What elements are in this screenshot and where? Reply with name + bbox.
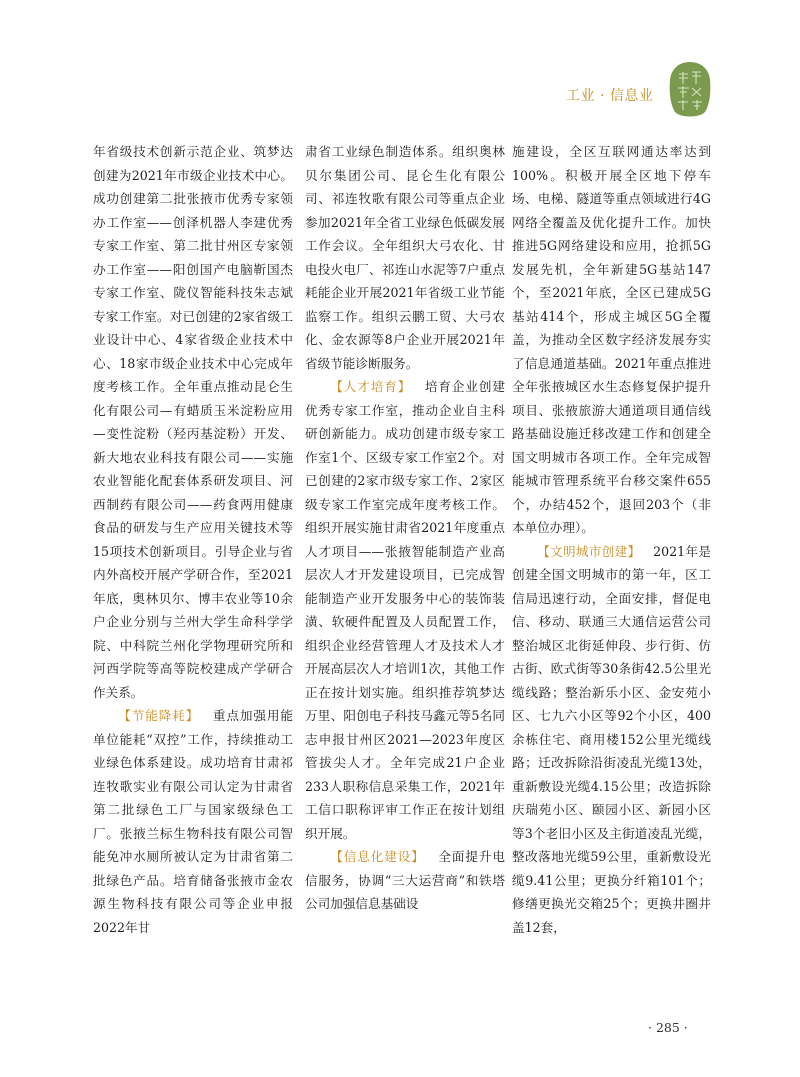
- section-heading: 【人才培育】: [330, 379, 412, 394]
- paragraph: [305, 375, 505, 845]
- section-heading: 【信息化建设】: [330, 849, 425, 864]
- paragraph: 肃省工业绿色制造体系。组织奥林贝尔集团公司、昆仑生化有限公司、祁连牧歌有限公司等重点企业参加2021年全省工业绿色低碳发展工作会议。全年组织大弓农化、甘电投火电厂、祁连山水泥等7户重点耗能企业开展2021年省级工业节能监察工作。组织云鹏工贸、大弓农化、金农源等8户企业开展2021年省级节能诊断服务。: [305, 144, 505, 371]
- seal-stamp-icon: [668, 60, 712, 120]
- section-text: 重点加强用能单位能耗“双控”工作，持续推动工业绿色体系建设。成功培育甘肃祁连牧歌实业有限公司认定为甘肃省第二批绿色工厂与国家级绿色工厂。张掖兰标生物科技有限公司智能免冲水厕所被认定为甘肃省第二批绿色产品。培育储备张掖市金农源生物科技有限公司等企业申报2022年甘: [93, 708, 294, 935]
- section-heading: 【文明城市创建】: [537, 543, 641, 559]
- section-text: 全面提升电信服务，协调“三大运营商”和铁塔公司加强信息基础设: [305, 849, 506, 911]
- text-column-1: [93, 140, 293, 939]
- section-header-label: 工业 · 信息业: [566, 88, 654, 104]
- section-heading: 【节能降耗】: [118, 708, 200, 723]
- paragraph: [512, 540, 711, 940]
- section-text: 培育企业创建优秀专家工作室，推动企业自主科研创新能力。成功创建市级专家工作室1个、区级专家工作室2个。对已创建的2家市级专家工作、2家区级专家工作室完成年度考核工作。组织开展实施甘肃省2021年度重点人才项目——张掖智能制造产业高层次人才开发建设项目，已完成智能制造产业开发服务中心的装饰装潢、软硬件配置及人员配置工作，组织企业经营管理人才及技术人才开展高层次人才培训1次，其他工作正在按计划实施。组织推荐筑梦达万里、阳创电子科技马鑫元等5名同志申报甘州区2021—2023年度区管拔尖人才。全年完成21户企业233人职称信息采集工作，2021年工信口职称评审工作正在按计划组织开展。: [305, 379, 506, 841]
- page-number: · 285 ·: [648, 1020, 688, 1035]
- paragraph: 年省级技术创新示范企业、筑梦达创建为2021年市级企业技术中心。成功创建第二批张掖市优秀专家领办工作室——创泽机器人李建优秀专家工作室、第二批甘州区专家领办工作室——阳创国产电脑靳国杰专家工作室、陇仪智能科技朱志斌专家工作室。对已创建的2家省级工业设计中心、4家省级企业技术中心、18家市级企业技术中心完成年度考核工作。全年重点推动昆仑生化有限公司—有蜡质玉米淀粉应用—变性淀粉（羟丙基淀粉）开发、新大地农业科技有限公司——实施农业智能化配套体系研发项目、河西制药有限公司——药食两用健康食品的研发与生产应用关键技术等15项技术创新项目。引导企业与省内外高校开展产学研合作，至2021年底，奥林贝尔、博丰农业等10余户企业分别与兰州大学生命科学学院、中科院兰州化学物理研究所和河西学院等高等院校建成产学研合作关系。: [93, 144, 293, 700]
- paragraph: [93, 704, 293, 939]
- text-column-2: [305, 140, 505, 916]
- paragraph: 施建设，全区互联网通达率达到100%。积极开展全区地下停车场、电梯、隧道等重点领域进行4G网络全覆盖及优化提升工作。加快推进5G网络建设和应用，抢抓5G发展先机，全年新建5G基站147个，至2021年底，全区已建成5G基站414个，形成主城区5G全覆盖，为推动全区数字经济发展夯实了信息通道基础。2021年重点推进全年张掖城区水生态修复保护提升项目、张掖旅游大通道项目通信线路基础设施迁移改建工作和创建全国文明城市各项工作。全年完成智能城市管理系统平台移交案件655个，办结452个，退回203个（非本单位办理）。: [512, 144, 711, 535]
- paragraph: [305, 845, 505, 916]
- section-text: 2021年是创建全国文明城市的第一年，区工信局迅速行动，全面安排，督促电信、移动、联通三大通信运营公司整治城区北街延伸段、步行街、仿古街、欧式街等30条街42.5公里光缆线路；整治新乐小区、金安苑小区、七九六小区等92个小区，400余栋住宅、商用楼152公里光缆线路；迁改拆除沿街凌乱光缆13处，重新敷设光缆4.15公里；改造拆除庆瑞苑小区、颐园小区、新园小区等3个老旧小区及主街道凌乱光缆，整改落地光缆59公里，重新敷设光缆9.41公里；更换分纤箱101个；修缮更换光交箱25个；更换井圈井盖12套，: [512, 543, 711, 935]
- text-column-3: [512, 140, 711, 939]
